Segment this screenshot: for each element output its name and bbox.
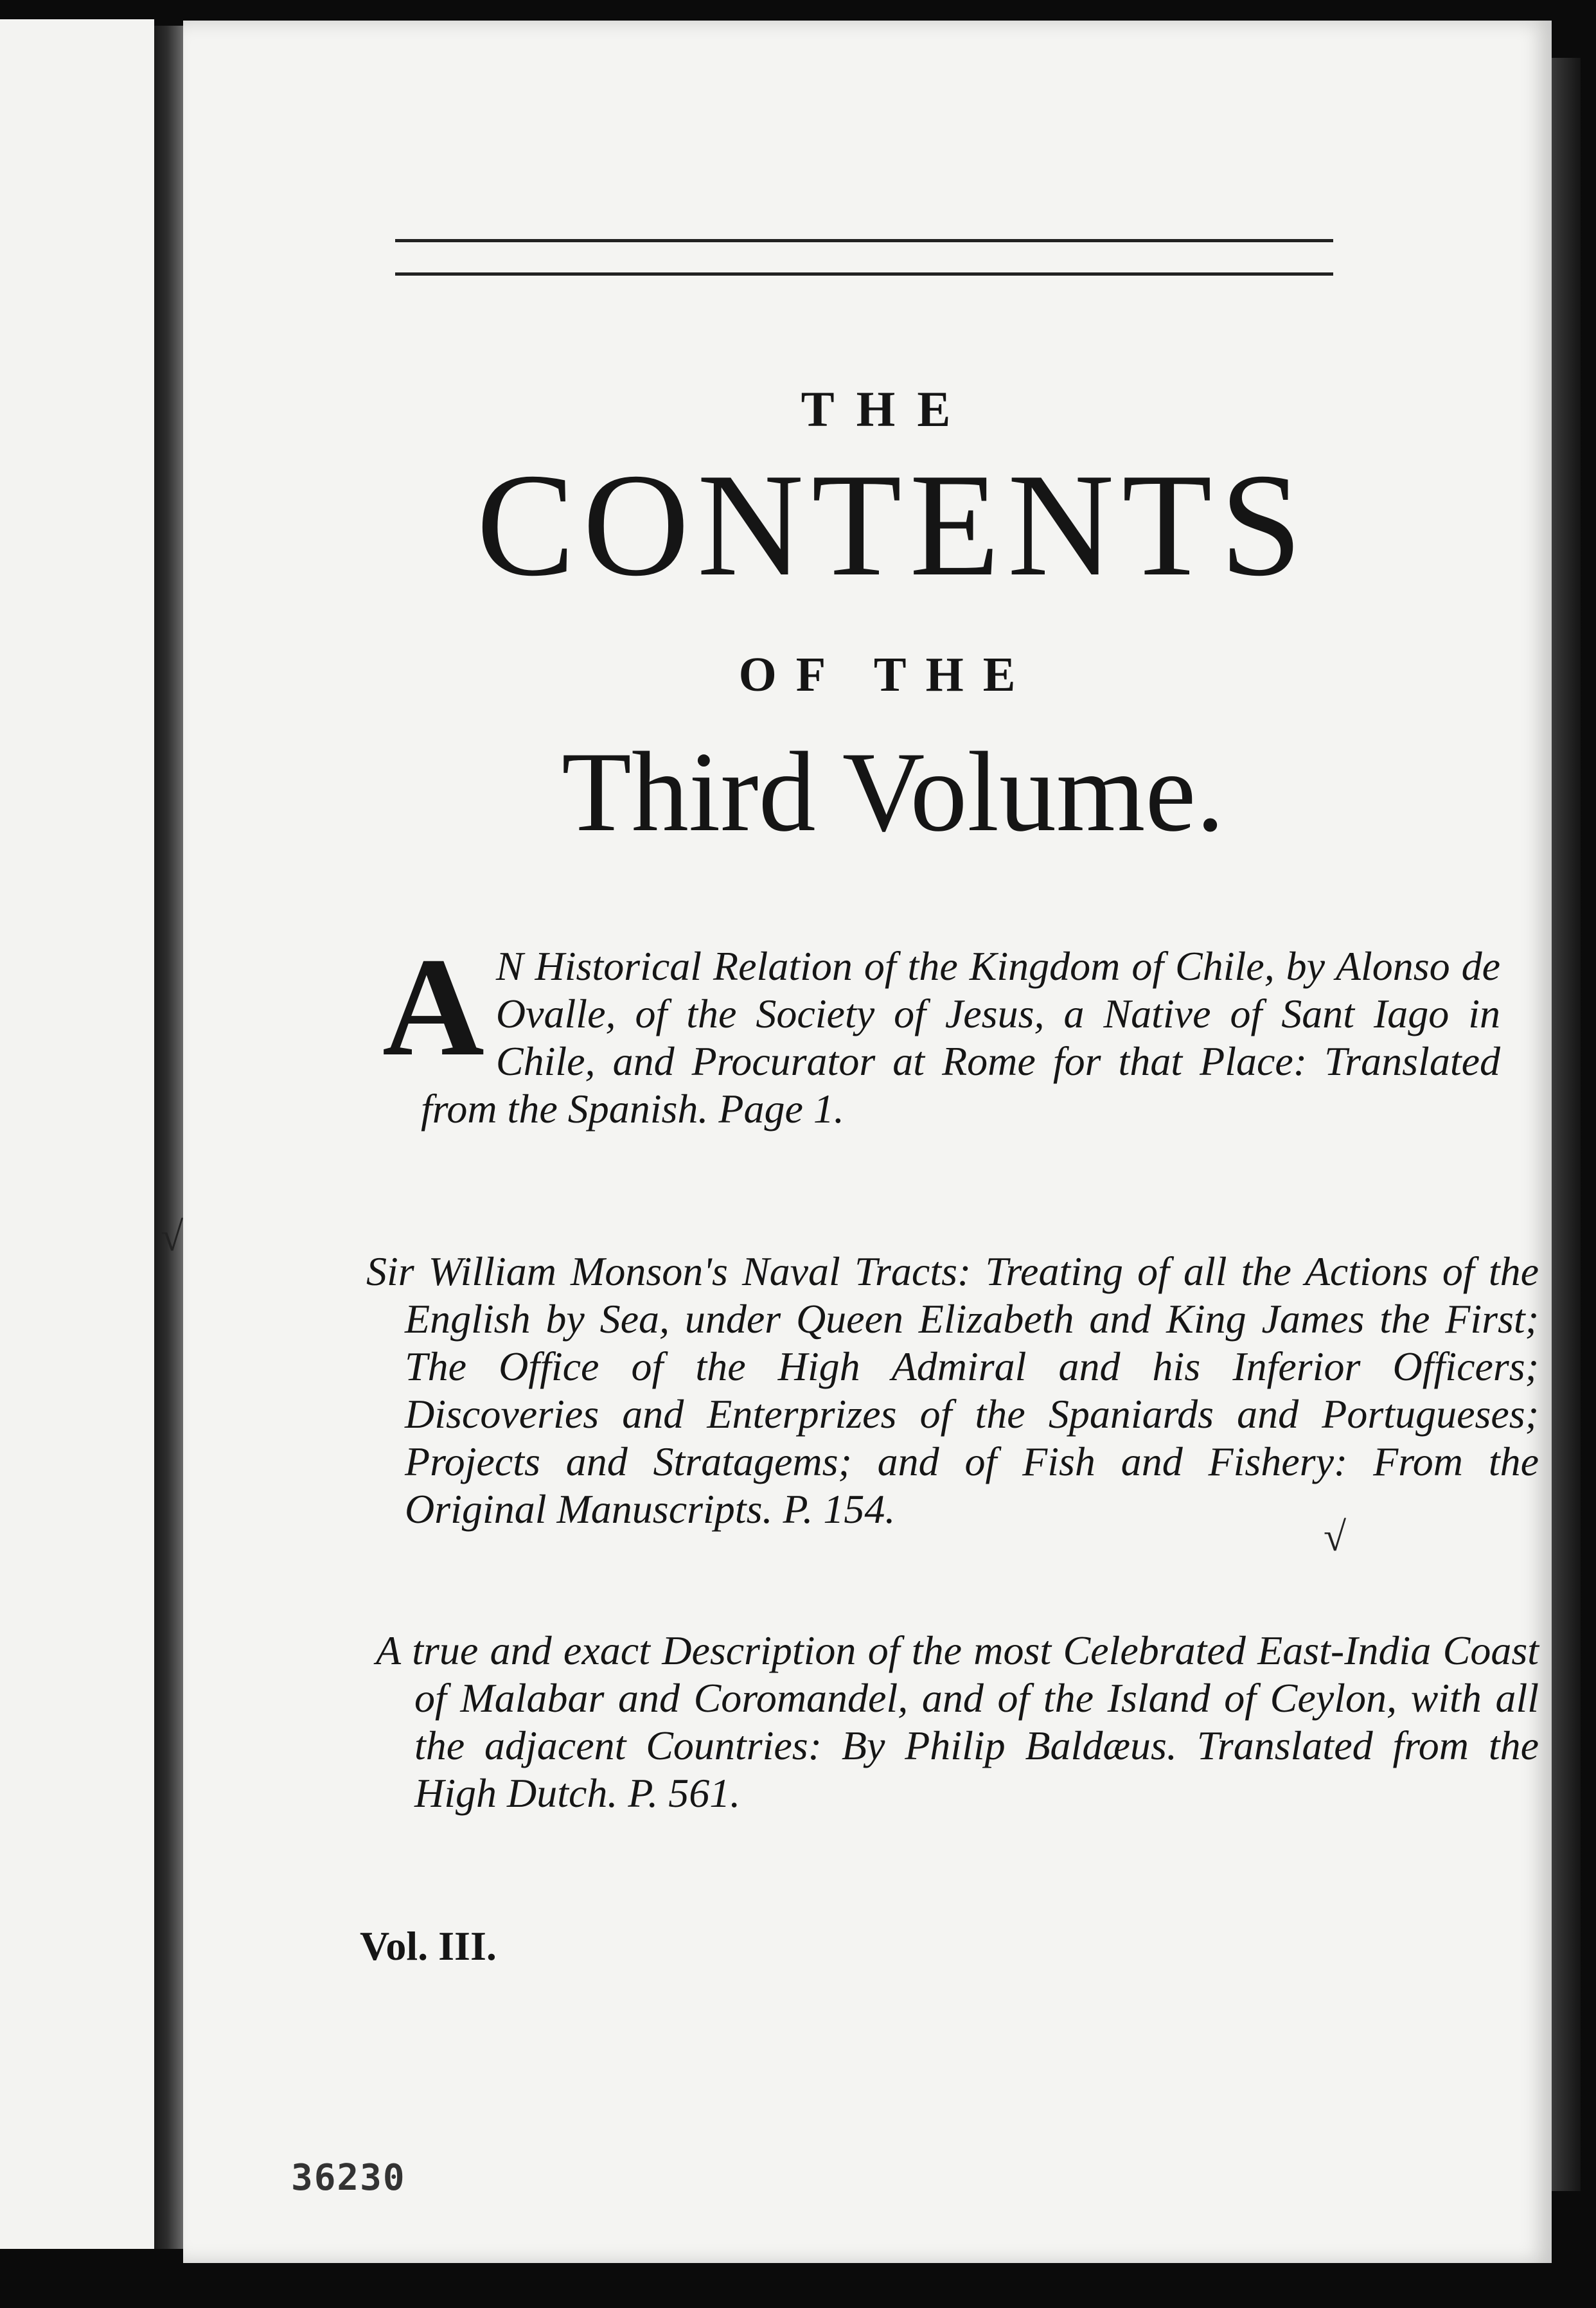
page-right-edge-shadow <box>1552 58 1581 2191</box>
top-rule-upper <box>395 239 1333 242</box>
volume-signature-mark: Vol. III. <box>360 1923 497 1969</box>
facing-page-edge <box>0 19 154 2249</box>
entry-text: N Historical Relation of the Kingdom of Chile, by Alonso de Ovalle, of the Society of Jesus, a Native of Sant Iago in Chile, and Procurator at Rome for that Place: Translated from the Spanish. Page 1. <box>421 943 1500 1132</box>
library-stamp-number: 36230 <box>291 2157 406 2199</box>
contents-entry-monson <box>366 1248 1539 1533</box>
heading-of-the: OF THE <box>738 648 1035 702</box>
heading-the: THE <box>801 381 973 437</box>
top-rule-lower <box>395 272 1333 276</box>
handwritten-check-mark: √ <box>161 1214 184 1259</box>
drop-cap: A <box>382 928 484 1085</box>
handwritten-check-mark: √ <box>1324 1514 1347 1559</box>
entry-text: Sir William Monson's Naval Tracts: Treating of all the Actions of the English by Sea, under Queen Elizabeth and King James the First; The Office of the High Admiral and his Inferior Officers; Discoveries and Enterprizes of the Spaniards and Portugueses; Projects and Stratagems; and of Fish and Fishery: From the Original Manuscripts. P. 154. <box>366 1248 1539 1532</box>
heading-volume-title: Third Volume. <box>562 728 1225 855</box>
contents-entry-chile <box>382 928 1500 1133</box>
heading-contents: CONTENTS <box>476 443 1310 607</box>
document-page <box>183 21 1552 2263</box>
contents-entry-baldaeus <box>376 1627 1539 1817</box>
entry-text: A true and exact Description of the most Celebrated East-India Coast of Malabar and Coromandel, and of the Island of Ceylon, with all the adjacent Countries: By Philip Baldæus. Translated from the High Dutch. P. 561. <box>376 1628 1539 1816</box>
